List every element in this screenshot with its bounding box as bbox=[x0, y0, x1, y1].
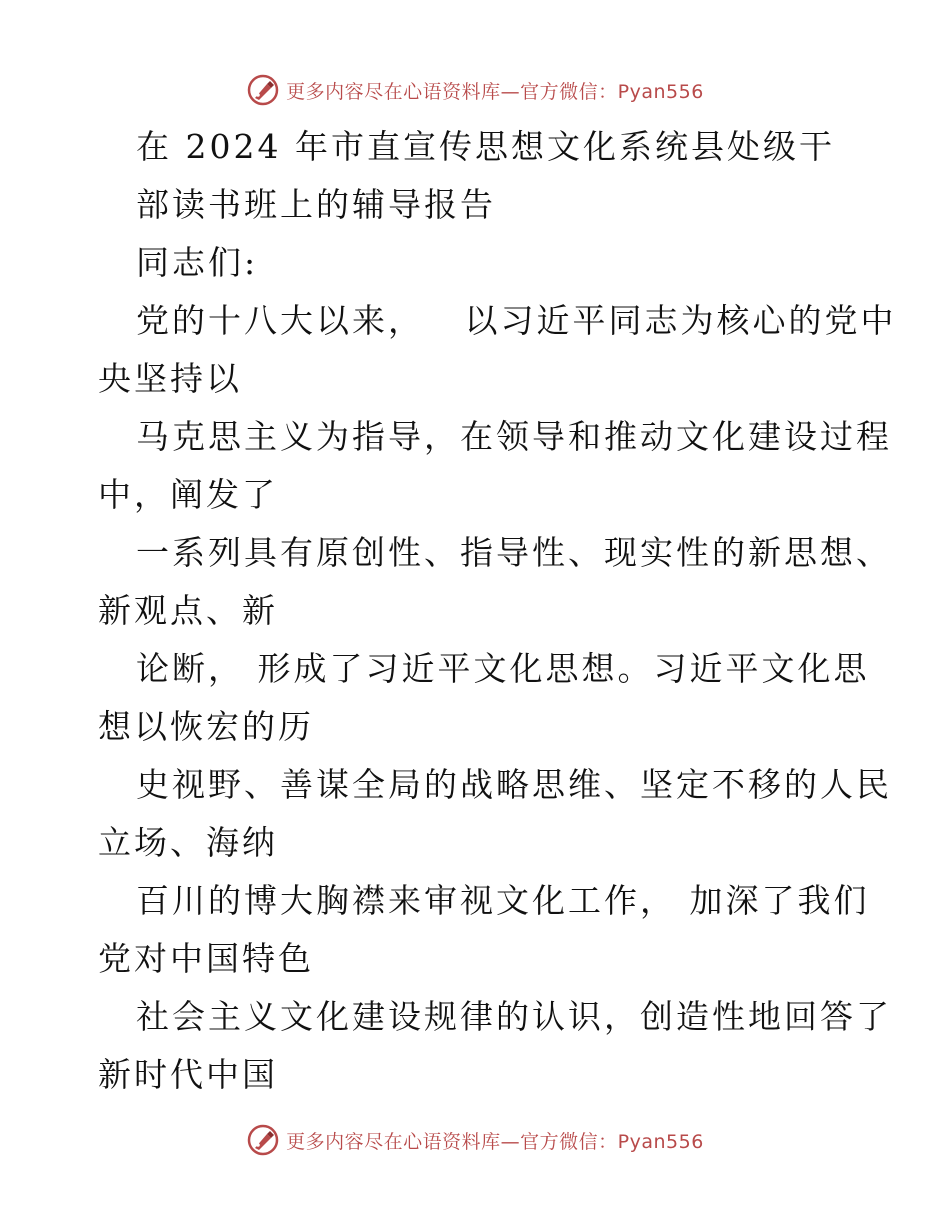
document-line: 在 2024 年市直宣传思想文化系统县处级干 bbox=[136, 127, 835, 166]
document-line: 立场、海纳 bbox=[98, 823, 278, 862]
pen-nib-logo-icon bbox=[246, 1123, 280, 1157]
document-line: 一系列具有原创性、指导性、现实性的新思想、 bbox=[136, 533, 892, 572]
footer-banner bbox=[0, 1120, 950, 1160]
document-line: 想以恢宏的历 bbox=[98, 707, 314, 746]
document-line: 百川的博大胸襟来审视文化工作， 加深了我们 bbox=[136, 881, 870, 920]
document-line: 部读书班上的辅导报告 bbox=[136, 185, 496, 224]
document-line: 马克思主义为指导，在领导和推动文化建设过程 bbox=[136, 417, 892, 456]
document-line: 同志们: bbox=[136, 243, 259, 282]
document-line: 新观点、新 bbox=[98, 591, 278, 630]
document-line: 史视野、善谋全局的战略思维、坚定不移的人民 bbox=[136, 765, 892, 804]
document-line: 党对中国特色 bbox=[98, 939, 314, 978]
footer-banner-inner bbox=[246, 1123, 704, 1157]
document-line: 新时代中国 bbox=[98, 1055, 278, 1094]
header-banner-inner bbox=[246, 73, 704, 107]
footer-banner-text: 更多内容尽在心语资料库—官方微信：Pyan556 bbox=[286, 1130, 704, 1153]
document-line: 央坚持以 bbox=[98, 359, 242, 398]
header-banner-text: 更多内容尽在心语资料库—官方微信：Pyan556 bbox=[286, 80, 704, 103]
document-line: 社会主义文化建设规律的认识，创造性地回答了 bbox=[136, 997, 892, 1036]
header-banner bbox=[0, 70, 950, 110]
document-line: 论断， 形成了习近平文化思想。习近平文化思 bbox=[136, 649, 870, 688]
document-line: 中，阐发了 bbox=[98, 475, 278, 514]
document-line: 党的十八大以来， 以习近平同志为核心的党中 bbox=[136, 301, 897, 340]
pen-nib-logo-icon bbox=[246, 73, 280, 107]
document-body bbox=[98, 118, 897, 1104]
